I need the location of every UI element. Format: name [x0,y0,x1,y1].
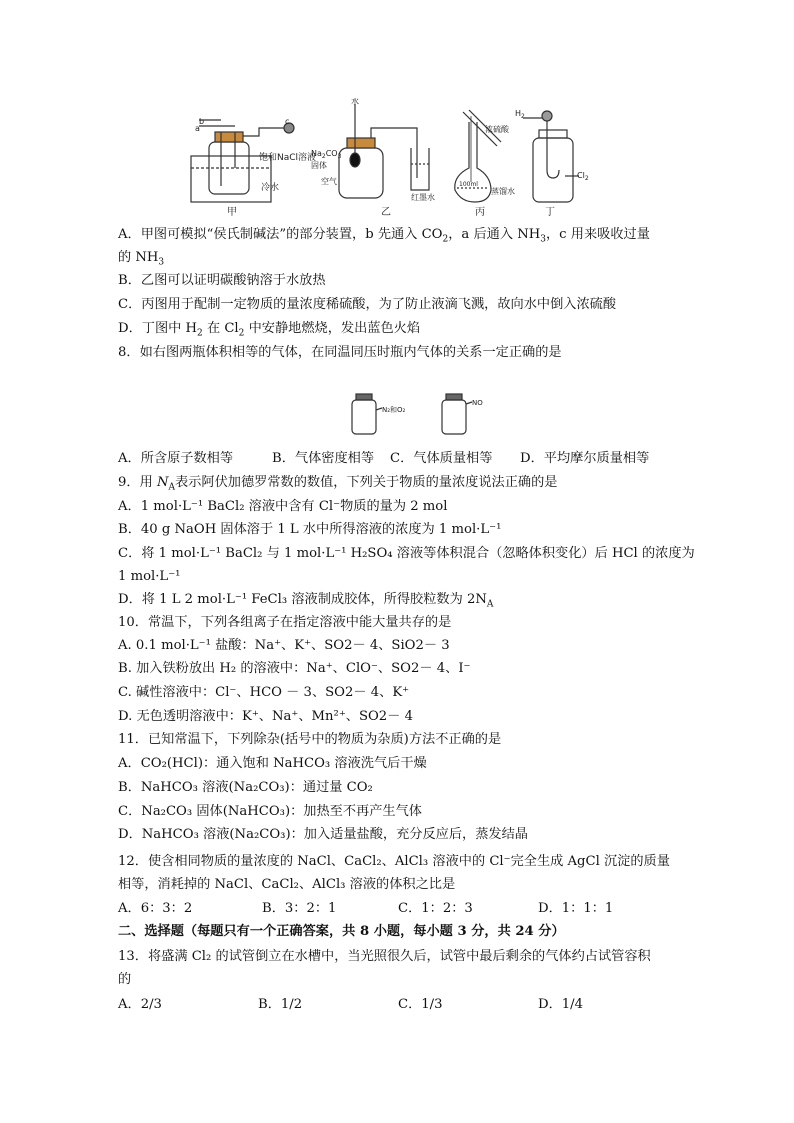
bottle-label-no: NO [472,399,483,407]
q10-option-a: A. 0.1 mol·L⁻¹ 盐酸：Na⁺、K⁺、SO2－ 4、SiO2－ 3 [118,638,450,653]
q10-option-c: C. 碱性溶液中：Cl⁻、HCO － 3、SO2－ 4、K⁺ [118,685,410,700]
q7-option-c: C．丙图用于配制一定物质的量浓度稀硫酸，为了防止液滴飞溅，故向水中倒入浓硫酸 [118,297,617,312]
q7-option-b: B．乙图可以证明碳酸钠溶于水放热 [118,273,326,288]
jia-cold-label: 冷水 [261,183,280,193]
q10-stem: 10．常温下，下列各组离子在指定溶液中能大量共存的是 [118,615,452,630]
label-a: a [195,124,200,133]
yi-caption: 乙 [381,207,391,218]
jia-solution-label: 饱和NaCl溶液 [259,153,317,163]
q8-option-c: C．气体质量相等 [390,451,493,466]
q13-option-c: C．1/3 [398,997,443,1012]
q13-stem-line1: 13．将盛满 Cl₂ 的试管倒立在水槽中，当光照很久后，试管中最后剩余的气体约占试管容积 [118,949,651,964]
ding-cl2-label: $Cl_2$ [577,171,589,182]
bing-flask-label: 100ml [459,181,478,188]
yi-solid-label-2: 固体 [311,161,327,170]
q8-bottles-figure [348,388,498,436]
section-2-title: 二、选择题（每题只有一个正确答案，共 8 小题，每小题 3 分，共 24 分） [118,924,565,939]
q12-stem-line1: 12．使含相同物质的量浓度的 NaCl、CaCl₂、AlCl₃ 溶液中的 Cl⁻完全生成 AgCl 沉淀的质量 [118,854,670,869]
label-b: b [199,117,205,126]
q12-option-c: C．1：2：3 [398,901,473,916]
q13-stem-line2: 的 [118,972,132,987]
q7-option-d: D．丁图中 $H_2$ 在 $Cl_2$ 中安静地燃烧，发出蓝色火焰 [118,321,421,339]
ding-caption: 丁 [545,207,555,218]
q11-option-a: A．CO₂(HCl)：通入饱和 NaHCO₃ 溶液洗气后干燥 [118,756,427,771]
q8-stem: 8．如右图两瓶体积相等的气体，在同温同压时瓶内气体的关系一定正确的是 [118,345,562,360]
q12-stem-line2: 相等，消耗掉的 NaCl、CaCl₂、AlCl₃ 溶液的体积之比是 [118,877,456,892]
jia-caption: 甲 [227,207,237,218]
ding-h2-label: $H_2$ [515,109,525,120]
yi-solid-label: $Na_2CO_3$ [311,149,342,160]
apparatus-figure [185,98,605,218]
q12-option-a: A．6：3：2 [118,901,193,916]
q8-option-d: D．平均摩尔质量相等 [520,451,650,466]
q10-option-b: B. 加入铁粉放出 H₂ 的溶液中：Na⁺、ClO⁻、SO2－ 4、I⁻ [118,661,471,676]
q9-option-c-line2: 1 mol·L⁻¹ [118,569,181,584]
apparatus-yi [339,104,429,198]
q11-option-c: C．Na₂CO₃ 固体(NaHCO₃)：加热至不再产生气体 [118,804,422,819]
q8-option-a: A．所含原子数相等 [118,451,234,466]
q7-option-a-line1: A．甲图可模拟“侯氏制碱法”的部分装置，b 先通入 $CO_2$，a 后通入 $NH_3$，c 用来吸收过量 [118,227,650,245]
q13-option-d: D．1/4 [538,997,583,1012]
q11-option-b: B．NaHCO₃ 溶液(Na₂CO₃)：通过量 CO₂ [118,780,373,795]
q8-option-b: B．气体密度相等 [272,451,375,466]
q9-option-a: A．1 mol·L⁻¹ BaCl₂ 溶液中含有 Cl⁻物质的量为 2 mol [118,499,448,514]
q9-option-c-line1: C．将 1 mol·L⁻¹ BaCl₂ 与 1 mol·L⁻¹ H₂SO₄ 溶液等体积混合（忽略体积变化）后 HCl 的浓度为 [118,546,695,561]
q11-option-d: D．NaHCO₃ 溶液(Na₂CO₃)：加入适量盐酸，充分反应后，蒸发结晶 [118,827,528,842]
yi-ink-label: 红墨水 [411,193,435,202]
apparatus-ding [523,111,579,202]
q12-option-d: D．1：1：1 [538,901,614,916]
bing-acid-label: 浓硫酸 [485,125,509,134]
q12-option-b: B．3：2：1 [262,901,337,916]
q9-option-b: B．40 g NaOH 固体溶于 1 L 水中所得溶液的浓度为 1 mol·L⁻¹ [118,522,502,537]
q13-option-b: B．1/2 [258,997,303,1012]
q7-option-a-line2: 的 $NH_3$ [118,250,165,268]
bottle-label-n2o2: N₂和O₂ [382,406,406,414]
q13-option-a: A．2/3 [118,997,162,1012]
q9-stem: 9．用 $N_A$表示阿伏加德罗常数的数值，下列关于物质的量浓度说法正确的是 [118,475,558,493]
bing-water-label: 蒸馏水 [491,187,515,196]
q11-stem: 11．已知常温下，下列除杂(括号中的物质为杂质)方法不正确的是 [118,732,502,747]
bing-caption: 丙 [475,207,485,218]
q10-option-d: D. 无色透明溶液中：K⁺、Na⁺、Mn²⁺、SO2－ 4 [118,709,413,724]
yi-water-label: 水 [351,98,359,106]
label-c: c [285,117,290,126]
q9-option-d: D．将 1 L 2 mol·L⁻¹ FeCl₃ 溶液制成胶体，所得胶粒数为 $2N_A$ [118,592,494,610]
yi-air-label: 空气 [321,177,337,186]
